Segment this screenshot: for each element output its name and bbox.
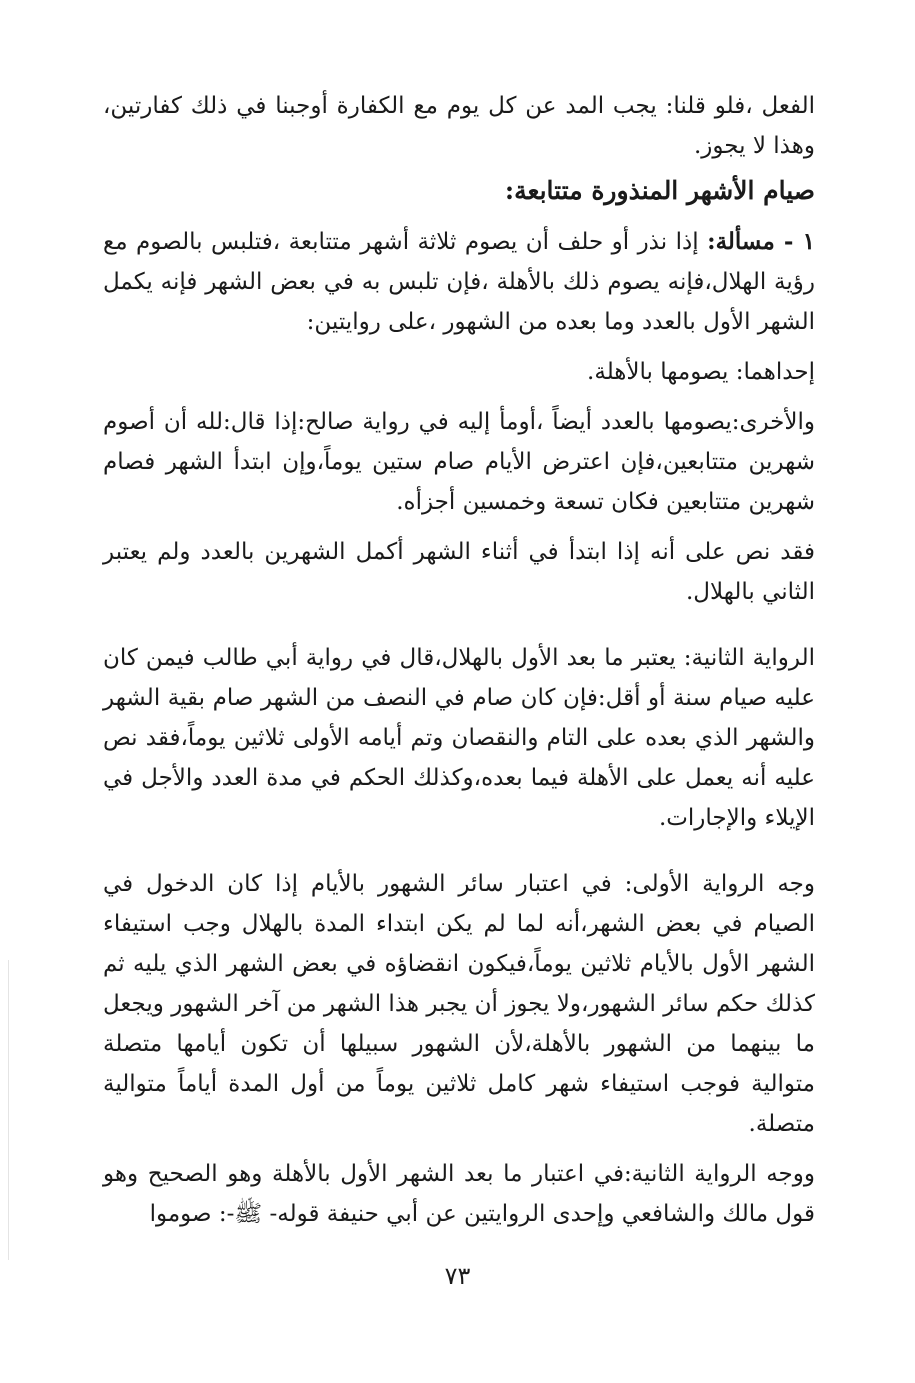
page-number: ٧٣ xyxy=(444,1262,471,1290)
page-body xyxy=(103,86,815,1234)
paragraph-1: الفعل ،فلو قلنا: يجب المد عن كل يوم مع الكفارة أوجبنا في ذلك كفارتين، وهذا لا يجوز. xyxy=(103,93,815,159)
paragraph-5: فقد نص على أنه إذا ابتدأ في أثناء الشهر أكمل الشهرين بالعدد ولم يعتبر الثاني بالهلال. xyxy=(103,539,815,605)
section-heading: صيام الأشهر المنذورة متتابعة: xyxy=(504,176,815,205)
paragraph-7: وجه الرواية الأولى: في اعتبار سائر الشهور بالأيام إذا كان الدخول في الصيام في بعض الشهر،أنه لما لم يكن ابتداء المدة بالهلال وجب استيفاء الشهر الأول بالأيام ثلاثين يوماً،فيكون انقضاؤه في بعض الشهر الذي يليه ثم كذلك حكم سائر الشهور،ولا يجوز أن يجبر هذا الشهر من آخر الشهور ويجعل ما بينهما من الشهور بالأهلة،لأن الشهور سبيلها أن تكون أيامها متصلة متوالية فوجب استيفاء شهر كامل ثلاثين يوماً من أول المدة أياماً متوالية متصلة. xyxy=(103,871,815,1137)
paragraph-6: الرواية الثانية: يعتبر ما بعد الأول بالهلال،قال في رواية أبي طالب فيمن كان عليه صيام سنة أو أقل:فإن كان صام في النصف من الشهر صام بقية الشهر والشهر الذي بعده على التام والنقصان وتم أيامه الأولى ثلاثين يوماً،فقد نص عليه أنه يعمل على الأهلة فيما بعده،وكذلك الحكم في مدة العدد والأجل في الإيلاء والإجارات. xyxy=(103,645,815,831)
scan-edge-line xyxy=(8,960,9,1260)
paragraph-8: ووجه الرواية الثانية:في اعتبار ما بعد الشهر الأول بالأهلة وهو الصحيح وهو قول مالك والشافعي وإحدى الروايتين عن أبي حنيفة قوله- ﷺ-: صوموا xyxy=(103,1161,815,1227)
issue-text: إذا نذر أو حلف أن يصوم ثلاثة أشهر متتابعة ،فتلبس بالصوم مع رؤية الهلال،فإنه يصوم ذلك بالأهلة ،فإن تلبس به في بعض الشهر فإنه يكمل الشهر الأول بالعدد وما بعده من الشهور ،على روايتين: xyxy=(103,229,815,335)
paragraph-4: والأخرى:يصومها بالعدد أيضاً ،أومأ إليه في رواية صالح:إذا قال:لله أن أصوم شهرين متتابعين،فإن اعترض الأيام صام ستين يوماً،وإن ابتدأ الشهر فصام شهرين متتابعين فكان تسعة وخمسين أجزأه. xyxy=(103,409,815,515)
issue-number: ١ - مسألة: xyxy=(707,228,815,255)
paragraph-3: إحداهما: يصومها بالأهلة. xyxy=(587,359,815,385)
paragraph-2 xyxy=(103,222,815,342)
